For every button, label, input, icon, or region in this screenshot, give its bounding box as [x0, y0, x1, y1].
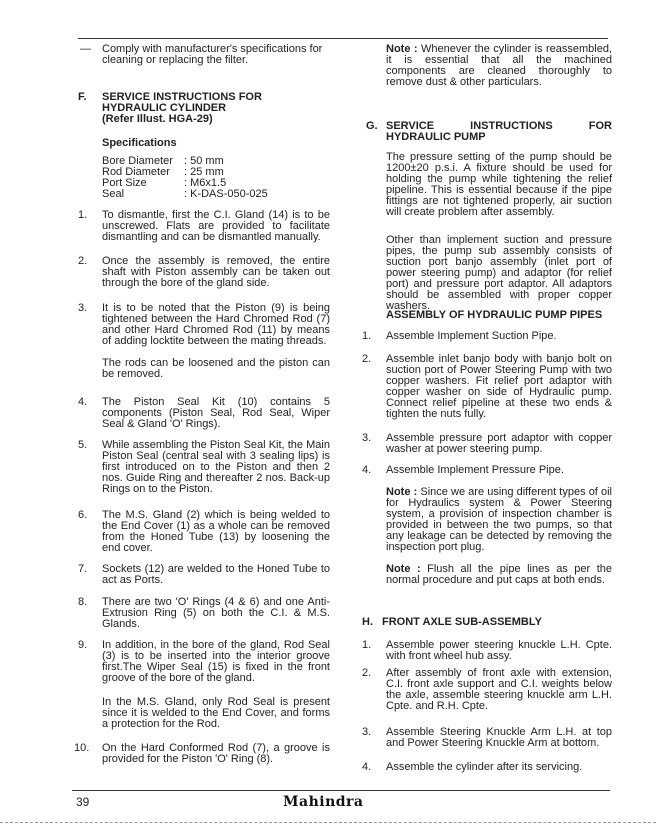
- item-number: 1.: [362, 639, 372, 651]
- spec-label: Rod Diameter: [102, 166, 170, 178]
- item-number: 2.: [362, 667, 372, 679]
- section-letter: G.: [366, 120, 378, 132]
- item-text: Assemble the cylinder after its servicing.: [386, 761, 583, 773]
- item-text: Assemble Implement Pressure Pipe.: [386, 464, 564, 476]
- item-text: In the M.S. Gland, only Rod Seal is present since it is welded to the End Cover, and forms a protection for the Rod.: [102, 696, 330, 730]
- illustration-ref: (Refer Illust. HGA-29): [102, 113, 213, 125]
- specs-heading: Specifications: [102, 137, 177, 149]
- item-text: Sockets (12) are welded to the Honed Tube to act as Ports.: [102, 563, 330, 586]
- note-body: [386, 44, 612, 88]
- item-number: 8.: [78, 596, 88, 608]
- item-number: 4.: [78, 396, 88, 408]
- mahindra-logo: Mahindra: [283, 794, 364, 810]
- item-number: 4.: [362, 761, 372, 773]
- note-body: [386, 487, 612, 553]
- section-letter: F.: [78, 91, 87, 103]
- section-title: SERVICE INSTRUCTIONS FOR: [102, 91, 262, 103]
- spec-label: Bore Diameter: [102, 155, 173, 167]
- item-number: 9.: [78, 639, 88, 651]
- spec-value: : M6x1.5: [184, 177, 227, 189]
- item-text: The Piston Seal Kit (10) contains 5 components (Piston Seal, Rod Seal, Wiper Seal & Gland 'O' Rings).: [102, 396, 330, 430]
- item-text: Assemble Implement Suction Pipe.: [386, 330, 557, 342]
- note-label: Note :: [386, 563, 421, 575]
- item-text: After assembly of front axle with extension, C.I. front axle support and C.I. weights below the axle, assemble steering knuckle arm L.H. Cpte. and R.H. Cpte.: [386, 667, 612, 712]
- section-title: HYDRAULIC CYLINDER: [102, 102, 227, 114]
- section-title: SERVICE INSTRUCTIONS FOR: [386, 120, 612, 132]
- item-text: On the Hard Conformed Rod (7), a groove is provided for the Piston 'O' Ring (8).: [102, 742, 330, 765]
- item-text: Assemble pressure port adaptor with copper washer at power steering pump.: [386, 432, 612, 455]
- bullet-text: Comply with manufacturer's specifications for cleaning or replacing the filter.: [102, 43, 323, 66]
- section-letter: H.: [362, 616, 373, 628]
- note-label: Note :: [386, 43, 418, 55]
- item-text: While assembling the Piston Seal Kit, the Main Piston Seal (central seal with 3 sealing lips) is first introduced on to the Piston and then 2 nos. Guide Ring and thereafter 2 nos. Back-up Rings on to the Piston.: [102, 439, 330, 495]
- item-number: 5.: [78, 439, 88, 451]
- item-number: 2.: [78, 255, 88, 267]
- item-number: 7.: [78, 563, 88, 575]
- item-text: Assemble power steering knuckle L.H. Cpte. with front wheel hub assy.: [386, 639, 612, 662]
- spec-value: : K-DAS-050-025: [184, 188, 268, 200]
- item-text: In addition, in the bore of the gland, Rod Seal (3) is to be inserted into the interior groove first.The Wiper Seal (15) is fixed in the front groove of the bore of the gland.: [102, 639, 330, 684]
- item-text: It is to be noted that the Piston (9) is being tightened between the Hard Chromed Rod (7) and other Hard Chromed Rod (11) by means of adding locktite between the mating threads.: [102, 302, 330, 347]
- note-text: Flush all the pipe lines as per the normal procedure and put caps at both ends.: [386, 563, 612, 586]
- item-text: The rods can be loosened and the piston can be removed.: [102, 357, 330, 380]
- item-text: The M.S. Gland (2) which is being welded to the End Cover (1) as a whole can be removed from the Honed Tube (13) by loosening the end cover.: [102, 509, 330, 554]
- spec-row: [102, 189, 268, 200]
- item-number: 4.: [362, 464, 372, 476]
- note-text: Whenever the cylinder is reassembled, it is essential that all the machined components are cleaned thoroughly to remove dust & other particulars.: [386, 43, 613, 88]
- item-number: 3.: [78, 302, 88, 314]
- spec-value: : 50 mm: [184, 155, 224, 167]
- section-title: FRONT AXLE SUB-ASSEMBLY: [382, 616, 542, 628]
- note-label: Note :: [386, 486, 418, 498]
- bullet-dash: —: [80, 43, 91, 55]
- bottom-rule: [72, 790, 610, 791]
- item-number: 3.: [362, 726, 372, 738]
- item-text: There are two 'O' Rings (4 & 6) and one Anti-Extrusion Ring (5) on both the C.I. & M.S. Glands.: [102, 596, 330, 630]
- item-text: To dismantle, first the C.I. Gland (14) is to be unscrewed. Flats are provided to facilitate dismantling and can be dismantled manually.: [102, 209, 330, 243]
- item-number: 3.: [362, 432, 372, 444]
- item-text: Once the assembly is removed, the entire shaft with Piston assembly can be taken out through the bore of the gland side.: [102, 255, 330, 289]
- item-text: Assemble Steering Knuckle Arm L.H. at top and Power Steering Knuckle Arm at bottom.: [386, 726, 612, 749]
- scan-edge-line: [0, 822, 656, 823]
- item-number: 2.: [362, 353, 372, 365]
- spec-label: Seal: [102, 188, 125, 200]
- pipes-heading: ASSEMBLY OF HYDRAULIC PUMP PIPES: [386, 309, 603, 321]
- paragraph-text: The pressure setting of the pump should be 1200±20 p.s.i. A fixture should be used for holding the pump while tightening the relief pipeline. This is essential because if the pipe fittings are not tightened properly, air suction will create problem after assembly.: [386, 151, 612, 218]
- item-number: 10.: [74, 742, 90, 754]
- item-text: Assemble inlet banjo body with banjo bolt on suction port of Power Steering Pump with two copper washers. Fit relief port adaptor with copper washer on side of Hydraulic pump. Connect relief pipeline at these two ends & tighten the nuts fully.: [386, 353, 612, 420]
- item-number: 1.: [362, 330, 372, 342]
- note-text: Since we are using different types of oil for Hydraulics system & Power Steering system, a provision of inspection chamber is provided in between the two pumps, so that any leakage can be detected by removing the inspection port plug.: [386, 486, 612, 553]
- spec-label: Port Size: [102, 177, 147, 189]
- section-title: HYDRAULIC PUMP: [386, 131, 486, 143]
- paragraph-text: Other than implement suction and pressure pipes, the pump sub assembly consists of suction port banjo assembly (inlet port of power steering pump) and adaptor (for relief port) and pressure port adaptor. All adaptors should be assembled with proper copper washers.: [386, 234, 612, 312]
- top-rule: [78, 38, 608, 39]
- page-number: 39: [76, 795, 90, 809]
- item-number: 6.: [78, 509, 88, 521]
- item-number: 1.: [78, 209, 88, 221]
- note-body: [386, 564, 612, 586]
- spec-value: : 25 mm: [184, 166, 224, 178]
